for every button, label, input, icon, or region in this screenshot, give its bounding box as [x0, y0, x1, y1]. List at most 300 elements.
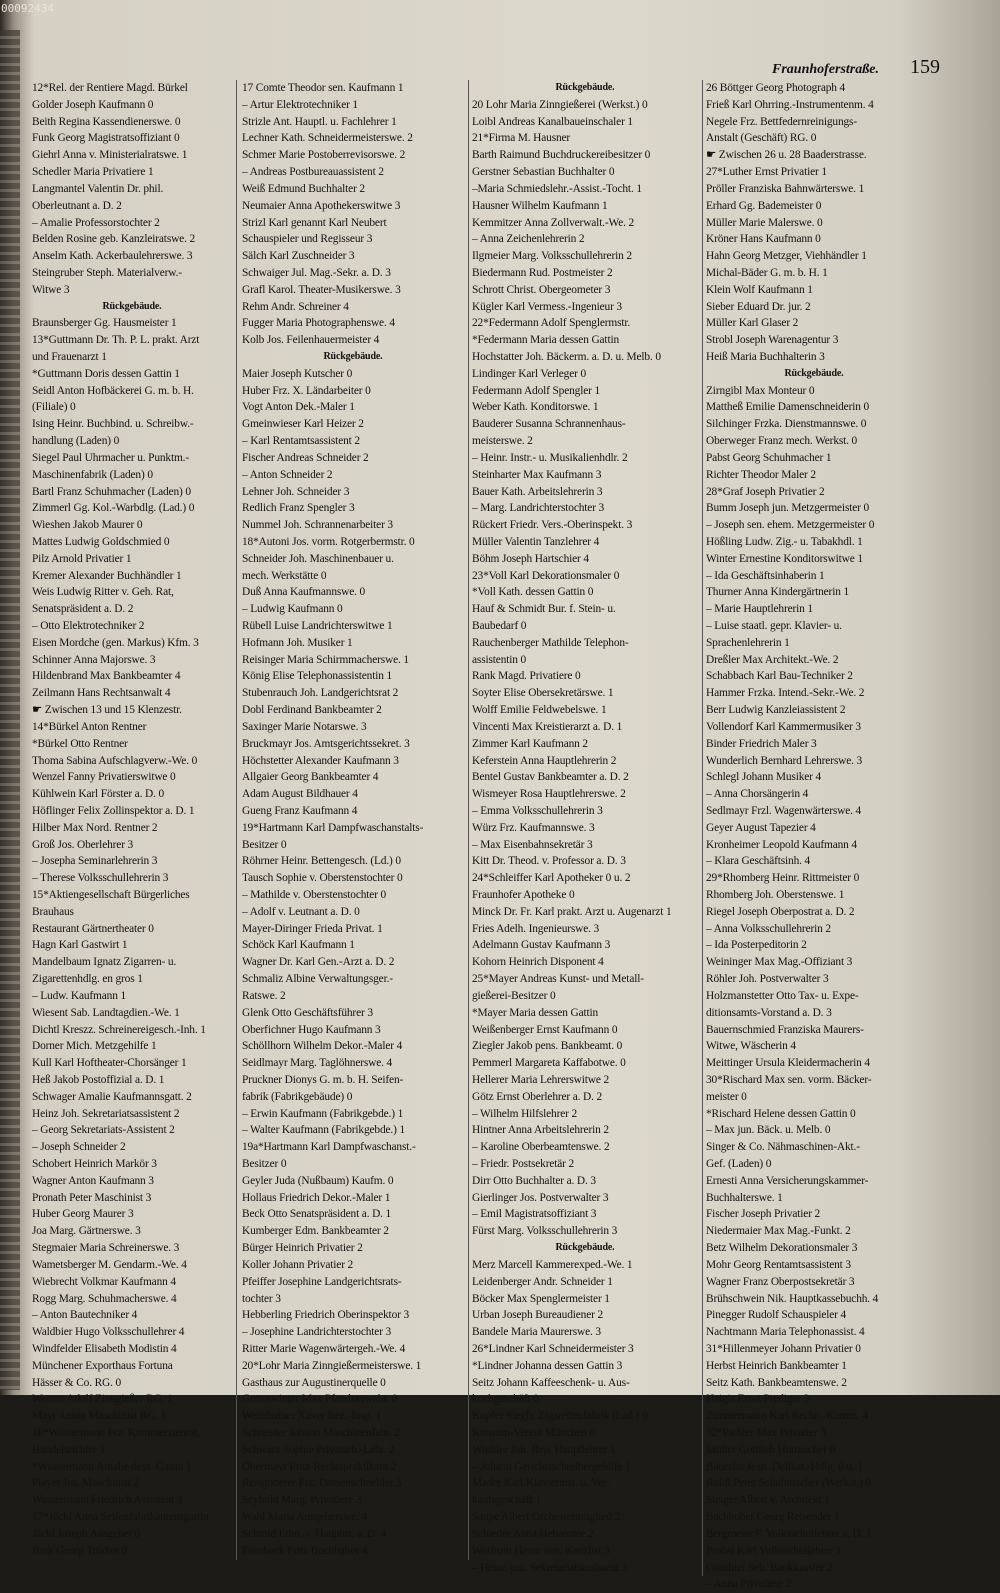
directory-entry: Fraunhofer Apotheke 0: [472, 889, 575, 901]
directory-entry: Mattes Ludwig Goldschmied 0: [32, 535, 170, 548]
directory-entry: – Mathilde v. Oberstenstochter 0: [242, 889, 387, 901]
directory-entry: Fischer Andreas Schneider 2: [242, 451, 369, 464]
directory-entry: Bauernschmied Franziska Maurers-: [706, 1023, 864, 1036]
directory-entry: Beck Otto Senatspräsident a. D. 1: [242, 1208, 392, 1221]
directory-entry: Kull Karl Hoftheater-Chorsänger 1: [32, 1057, 187, 1070]
directory-entry: Thoma Sabina Aufschlagverw.-We. 0: [32, 754, 198, 767]
directory-entry: –Maria Schmiedslehr.-Assist.-Tocht. 1: [472, 182, 642, 195]
directory-entry: Wagner Anton Kaufmann 3: [32, 1174, 154, 1187]
directory-entry: – Klara Geschäftsinh. 4: [706, 855, 811, 868]
directory-entry: Klein Wolf Kaufmann 1: [706, 283, 813, 296]
directory-entry: Vincenti Max Kreistierarzt a. D. 1: [472, 720, 623, 733]
directory-entry: Bäuerlin Jean. Delikat.-Hdlg. 0 u. 1: [706, 1460, 863, 1473]
directory-entry: Schmid Edm. v. Hauptm. a. D. 4: [242, 1527, 386, 1540]
directory-entry: 32*Pichler Max Privatier 3: [706, 1427, 826, 1439]
directory-entry: – Marie Hauptlehrerin 1: [706, 603, 813, 616]
directory-entry: *Bürkel Otto Rentner: [32, 737, 128, 750]
column-2: [242, 80, 469, 1560]
directory-entry: Erhard Gg. Bademeister 0: [706, 199, 822, 212]
directory-entry: Witwe, Wäscherin 4: [706, 1040, 796, 1053]
directory-entry: Schwager Amalie Kaufmannsgatt. 2: [32, 1090, 192, 1103]
directory-entry: *Voll Kath. dessen Gattin 0: [472, 586, 594, 599]
directory-entry: Geyer August Tapezier 4: [706, 821, 816, 834]
directory-entry: Mohr Georg Rentamtsassistent 3: [706, 1258, 851, 1271]
directory-entry: *Rischard Helene dessen Gattin 0: [706, 1107, 856, 1120]
directory-entry: Barth Raimund Buchdruckereibesitzer 0: [472, 149, 651, 162]
directory-entry: Adam August Bildhauer 4: [242, 788, 358, 801]
directory-entry: ☛ Zwischen 13 und 15 Klenzestr.: [32, 704, 182, 717]
directory-entry: *Wassermann Amalie dess. Gattin 1: [32, 1460, 192, 1473]
directory-entry: Kremer Alexander Buchhändler 1: [32, 569, 182, 582]
column-1: [32, 80, 237, 1560]
directory-entry: – Anton Schneider 2: [242, 468, 333, 481]
directory-entry: Höflinger Felix Zollinspektor a. D. 1: [32, 804, 195, 817]
directory-entry: Saxinger Marie Notarswe. 3: [242, 720, 367, 733]
directory-entry: Allgaier Georg Bankbeamter 4: [242, 771, 379, 784]
directory-entry: Zimmer Karl Kaufmann 2: [472, 737, 588, 750]
directory-entry: Oberfichner Hugo Kaufmann 3: [242, 1023, 381, 1036]
directory-entry: – Emil Magistratsoffiziant 3: [472, 1208, 597, 1221]
directory-entry: Schauspieler und Regisseur 3: [242, 233, 373, 246]
directory-entry: Kitt Dr. Theod. v. Professor a. D. 3: [472, 855, 626, 868]
directory-entry: – Ludwig Kaufmann 0: [242, 603, 343, 616]
directory-entry: Dichtl Kreszz. Schreinereigesch.-Inh. 1: [32, 1023, 206, 1036]
directory-entry: Dirr Otto Buchhalter a. D. 3: [472, 1174, 596, 1187]
directory-entry: – Heinr. Instr.- u. Musikalienhdlr. 2: [472, 451, 628, 464]
directory-entry: Böhm Joseph Hartschier 4: [472, 552, 589, 565]
directory-entry: Neumaier Anna Apothekerswitwe 3: [242, 199, 401, 212]
directory-entry: Maier Joseph Kutscher 0: [242, 367, 353, 380]
page-number: 159: [910, 56, 940, 78]
directory-entry: 13*Guttmann Dr. Th. P. L. prakt. Arzt: [32, 334, 200, 347]
directory-entry: – Anton Bautechniker 4: [32, 1309, 138, 1322]
directory-entry: 24*Schleiffer Karl Apotheker 0 u. 2: [472, 872, 631, 885]
directory-entry: Schöllhorn Wilhelm Dekor.-Maler 4: [242, 1040, 403, 1053]
directory-entry: Hauf & Schmidt Bur. f. Stein- u.: [472, 603, 616, 616]
directory-entry: – Joseph sen. ehem. Metzgermeister 0: [706, 519, 875, 532]
directory-entry: Huber Frz. X. Ländarbeiter 0: [242, 384, 371, 397]
directory-entry: Grafl Karol. Theater-Musikerswe. 3: [242, 283, 401, 296]
directory-entry: Oberweger Franz mech. Werkst. 0: [706, 435, 858, 448]
directory-entry: Schieder Anna Hebamme 2: [472, 1527, 594, 1540]
directory-entry: 12*Rel. der Rentiere Magd. Bürkel: [32, 82, 188, 94]
directory-entry: Schedler Maria Privatiere 1: [32, 166, 154, 179]
directory-entry: meisterswe. 2: [472, 435, 533, 448]
directory-entry: 14*Bürkel Anton Rentner: [32, 720, 147, 733]
directory-entry: *Lindner Johanna dessen Gattin 3: [472, 1359, 623, 1372]
directory-entry: – Georg Sekretariats-Assistent 2: [32, 1124, 175, 1137]
directory-entry: Würz Frz. Kaufmannswe. 3: [472, 821, 595, 834]
directory-entry: Lindinger Karl Verleger 0: [472, 367, 587, 380]
directory-entry: Weis Ludwig Ritter v. Geh. Rat,: [32, 586, 174, 599]
directory-entry: – Josepha Seminarlehrerin 3: [32, 855, 158, 868]
directory-entry: Richter Theodor Maler 2: [706, 468, 816, 481]
directory-entry: 19*Hartmann Karl Dampfwaschanstalts-: [242, 821, 424, 834]
directory-entry: Vogt Anton Dek.-Maler 1: [242, 401, 355, 414]
directory-entry: – Erwin Kaufmann (Fabrikgebde.) 1: [242, 1107, 404, 1120]
directory-entry: Konsum-Verein München 0: [472, 1427, 596, 1439]
directory-entry: Strizle Ant. Hauptl. u. Fachlehrer 1: [242, 115, 397, 128]
directory-entry: Seitz Johann Kaffeeschenk- u. Aus-: [472, 1376, 630, 1389]
directory-entry: Schabbach Karl Bau-Techniker 2: [706, 670, 853, 683]
directory-entry: Huber Georg Maurer 3: [32, 1208, 134, 1221]
directory-entry: Gueng Franz Kaufmann 4: [242, 804, 358, 817]
directory-entry: handlung (Laden) 0: [32, 435, 120, 448]
directory-entry: Esenbeck Fritz Buchhalter 4: [242, 1544, 368, 1557]
directory-entry: Gef. (Laden) 0: [706, 1158, 772, 1170]
directory-entry: Rogg Marg. Schuhmacherswe. 4: [32, 1292, 177, 1305]
directory-entry: Strizl Karl genannt Karl Neubert: [242, 216, 387, 229]
directory-entry: mech. Werkstätte 0: [242, 569, 327, 582]
directory-entry: 21*Firma M. Hausner: [472, 132, 571, 145]
directory-entry: Pinegger Rudolf Schauspieler 4: [706, 1309, 847, 1322]
directory-entry: Buchhalterswe. 1: [706, 1191, 783, 1204]
directory-entry: Eisen Mordche (gen. Markus) Kfm. 3: [32, 636, 199, 649]
directory-entry: Höchstetter Alexander Kaufmann 3: [242, 754, 399, 767]
directory-entry: 26 Böttger Georg Photograph 4: [706, 82, 846, 94]
directory-entry: Joa Marg. Gärtnerswe. 3: [32, 1225, 141, 1238]
directory-entry: Belden Rosine geb. Kanzleiratswe. 2: [32, 233, 196, 246]
directory-entry: 17 Comte Theodor sen. Kaufmann 1: [242, 82, 404, 94]
directory-entry: Bürger Heinrich Privatier 2: [242, 1242, 363, 1255]
directory-entry: – Otto Elektrotechniker 2: [32, 620, 145, 632]
directory-entry: Silchinger Frzka. Dienstmannswe. 0: [706, 418, 867, 431]
directory-entry: kaufsgeschäft 1: [472, 1494, 541, 1507]
directory-entry: Merz Marcell Kammerexped.-We. 1: [472, 1258, 633, 1271]
directory-entry: Bergmeier F. Volksschullehrer a. D. 1: [706, 1527, 872, 1540]
directory-entry: Götz Ernst Oberlehrer a. D. 2: [472, 1090, 603, 1103]
directory-entry: Gierlinger Jos. Postverwalter 3: [472, 1191, 609, 1204]
directory-entry: Restaurant Gärtnertheater 0: [32, 922, 154, 935]
directory-entry: Schwarz Sophie Privatarb.-Lehr. 2: [242, 1443, 395, 1456]
directory-entry: Dreßler Max Architekt.-We. 2: [706, 653, 839, 666]
directory-entry: Kemmitzer Anna Zollverwalt.-We. 2: [472, 216, 635, 229]
directory-entry: Soyter Elise Obersekretärswe. 1: [472, 687, 614, 700]
directory-entry: Maschinenfabrik (Laden) 0: [32, 468, 153, 481]
directory-entry: Pemmerl Margareta Kaffabotwe. 0: [472, 1057, 626, 1070]
directory-entry: Frieß Karl Ohrring.-Instrumentenm. 4: [706, 98, 874, 111]
directory-entry: Schobert Heinrich Markör 3: [32, 1158, 157, 1170]
directory-entry: – Josephine Landrichterstochter 3: [242, 1326, 392, 1339]
directory-entry: ☛ Zwischen 26 u. 28 Baaderstrasse.: [706, 149, 867, 162]
directory-entry: Reisgotterer Frz. Damenschneider 3: [242, 1477, 402, 1490]
directory-entry: Mayer-Diringer Frieda Privat. 1: [242, 922, 383, 935]
directory-entry: meister 0: [706, 1090, 747, 1103]
directory-entry: – Marg. Landrichterstochter 3: [472, 502, 605, 515]
directory-entry: Hofmann Joh. Musiker 1: [242, 636, 353, 649]
directory-entry: Bartl Franz Schuhmacher (Laden) 0: [32, 485, 191, 498]
directory-entry: Langmantel Valentin Dr. phil.: [32, 182, 164, 195]
directory-entry: Senatspräsident a. D. 2: [32, 603, 134, 616]
directory-entry: – Walter Kaufmann (Fabrikgebde.) 1: [242, 1124, 405, 1137]
directory-entry: Röhrner Heinr. Bettengesch. (Ld.) 0: [242, 855, 401, 868]
directory-entry: 30*Rischard Max sen. vorm. Bäcker-: [706, 1073, 872, 1086]
directory-entry: Kolb Jos. Feilenhauermeister 4: [242, 334, 380, 347]
directory-entry: Seidlmayr Marg. Taglöhnerswe. 4: [242, 1057, 393, 1070]
directory-entry: Strobl Joseph Warenagentur 3: [706, 334, 839, 347]
directory-entry: kochgeschäft 0: [472, 1393, 539, 1406]
section-heading: Rückgebäude.: [555, 82, 615, 93]
directory-entry: Duß Anna Kaufmannswe. 0: [242, 586, 366, 599]
section-heading: Rückgebäude.: [784, 367, 844, 379]
directory-entry: Zigarettenhdlg. en gros 1: [32, 973, 143, 986]
directory-entry: Rhomberg Joh. Oberstenswe. 1: [706, 889, 845, 901]
directory-entry: 26*Lindner Karl Schneidermeister 3: [472, 1342, 634, 1355]
directory-entry: Mattheß Emilie Damenschneiderin 0: [706, 401, 870, 414]
directory-entry: Ising Heinr. Buchbind. u. Schreibw.-: [32, 418, 194, 431]
directory-entry: Obermayr Fritz Rechtspraktikant 2: [242, 1460, 397, 1473]
directory-entry: Hochstatter Joh. Bäckerm. a. D. u. Melb. 0: [472, 351, 661, 363]
directory-entry: Adelmann Gustav Kaufmann 3: [472, 939, 611, 952]
directory-entry: Rank Magd. Privatiere 0: [472, 670, 581, 683]
directory-entry: Fürst Marg. Volksschullehrerin 3: [472, 1225, 618, 1238]
directory-entry: Hollaus Friedrich Dekor.-Maler 1: [242, 1191, 391, 1204]
directory-entry: Besitzer 0: [242, 1158, 287, 1170]
section-heading: Rückgebäude.: [555, 1242, 615, 1254]
directory-entry: Pfeiffer Josephine Landgerichtsrats-: [242, 1275, 402, 1288]
directory-entry: Baubedarf 0: [472, 620, 527, 632]
directory-entry: Probst Karl Volksschullehrer 1: [706, 1544, 842, 1557]
directory-entry: Weißenberger Ernst Kaufmann 0: [472, 1023, 618, 1036]
directory-entry: Player Jos. Maschinist 2: [32, 1477, 140, 1490]
directory-entry: Heiß Maria Buchhalterin 3: [706, 351, 825, 363]
directory-entry: Wolff Emilie Feldwebelswe. 1: [472, 704, 607, 717]
directory-entry: Redlich Franz Spengler 3: [242, 502, 355, 515]
directory-entry: Kügler Karl Vermess.-Ingenieur 3: [472, 300, 622, 313]
directory-entry: 17*Jöckl Anna Seifenfabrikantensgattin: [32, 1511, 209, 1524]
directory-entry: – Emma Volksschullehrerin 3: [472, 804, 603, 817]
directory-entry: Betz Wilhelm Dekorationsmaler 3: [706, 1242, 858, 1255]
directory-entry: Seidl Anton Hofbäckerei G. m. b. H.: [32, 384, 194, 397]
directory-entry: Bink Georg Trödler 0: [32, 1544, 128, 1557]
directory-entry: Holzmanstetter Otto Tax- u. Expe-: [706, 989, 859, 1002]
directory-entry: Hößling Ludw. Zig.- u. Tabakhdl. 1: [706, 535, 863, 548]
directory-entry: Ziegler Jakob pens. Bankbeamt. 0: [472, 1040, 623, 1053]
directory-entry: – Johann Gerichtsschreibergehilfe 1: [472, 1460, 631, 1473]
directory-entry: Wenzel Fanny Privatierswitwe 0: [32, 771, 176, 784]
directory-entry: Hausner Wilhelm Kaufmann 1: [472, 199, 608, 212]
directory-entry: – Anna Privatiere 2: [706, 1578, 792, 1591]
directory-entry: Zimmerl Gg. Kol.-Warbdlg. (Lad.) 0: [32, 502, 195, 515]
directory-entry: – Joseph Schneider 2: [32, 1141, 126, 1154]
directory-entry: – Max Eisenbahnsekretär 3: [472, 838, 593, 851]
directory-entry: Oberleutnant a. D. 2: [32, 199, 122, 212]
directory-entry: Biedermann Rud. Postmeister 2: [472, 266, 613, 279]
directory-entry: Reisinger Maria Schirmmacherswe. 1: [242, 653, 409, 666]
directory-entry: Müller Gottlieb Hutmacher 0: [706, 1443, 836, 1456]
directory-entry: 27*Luther Ernst Privatier 1: [706, 166, 827, 179]
directory-entry: Roidl Peter Schuhmacher (Werkst.) 0: [706, 1477, 871, 1490]
directory-entry: Waldbier Hugo Volksschullehrer 4: [32, 1326, 185, 1339]
directory-entry: Kronheimer Leopold Kaufmann 4: [706, 838, 857, 851]
directory-entry: Lechner Kath. Schneidermeisterswe. 2: [242, 132, 413, 145]
directory-entry: 20*Lohr Maria Zinngießermeisterswe. 1: [242, 1359, 422, 1372]
section-heading: Rückgebäude.: [323, 351, 383, 362]
directory-entry: Binder Friedrich Maler 3: [706, 737, 817, 750]
directory-entry: – Anna Chorsängerin 4: [706, 788, 809, 801]
directory-entry: Tausch Sophie v. Oberstenstochter 0: [242, 872, 403, 885]
directory-entry: Bruckmayr Jos. Amtsgerichtssekret. 3: [242, 737, 410, 750]
directory-entry: Weiß Edmund Buchhalter 2: [242, 182, 365, 195]
directory-entry: fabrik (Fabrikgebäude) 0: [242, 1090, 353, 1103]
directory-entry: Heinz Joh. Sekretariatsassistent 2: [32, 1107, 180, 1120]
directory-entry: Wunderlich Bernhard Lehrerswe. 3: [706, 754, 863, 767]
directory-entry: Ernesti Anna Versicherungskammer-: [706, 1174, 869, 1187]
directory-entry: 19a*Hartmann Karl Dampfwaschanst.-: [242, 1141, 416, 1154]
directory-entry: – Amalie Professorstochter 2: [32, 216, 160, 229]
directory-entry: Mader Karl Klaviermst. u. Ver-: [472, 1477, 611, 1490]
directory-entry: Kühlwein Karl Förster a. D. 0: [32, 788, 164, 801]
directory-entry: Wismeyer Rosa Hauptlehrerswe. 2: [472, 788, 626, 801]
directory-entry: tochter 3: [242, 1292, 281, 1305]
directory-entry: Nummel Joh. Schrannenarbeiter 3: [242, 519, 393, 532]
directory-entry: Bumm Joseph jun. Metzgermeister 0: [706, 502, 870, 515]
directory-entry: Schmer Marie Postoberrevisorswe. 2: [242, 149, 406, 162]
directory-entry: Sieber Eduard Dr. jur. 2: [706, 300, 811, 313]
directory-entry: Vollendorf Karl Kammermusiker 3: [706, 720, 861, 733]
directory-entry: Handelsrichter 1: [32, 1443, 106, 1456]
directory-entry: Pruckner Dionys G. m. b. H. Seifen-: [242, 1073, 404, 1086]
directory-entry: – Anna Zeichenlehrerin 2: [472, 233, 585, 246]
directory-entry: Werner Adolf Zinngießer RG. 1: [32, 1393, 173, 1406]
directory-entry: Weinfurtner Xaver Bez.-Insp. 1: [242, 1410, 382, 1423]
directory-entry: Wiebrecht Volkmar Kaufmann 4: [32, 1275, 176, 1288]
directory-entry: Zeilmann Hans Rechtsanwalt 4: [32, 687, 171, 700]
column-3: [472, 80, 703, 1576]
directory-entry: Zimmermann Karl Rechn.-Komm. 4: [706, 1410, 869, 1423]
directory-entry: Urban Joseph Bureaudiener 2: [472, 1309, 604, 1322]
directory-entry: Besitzer 0: [242, 838, 287, 851]
directory-entry: Witwe 3: [32, 283, 70, 296]
directory-entry: Winkler Joh. Rep. Hauptlehrer 1: [472, 1443, 616, 1456]
directory-entry: Braunsberger Gg. Hausmeister 1: [32, 317, 177, 330]
directory-entry: Sedlmayr Frzl. Wagenwärterswe. 4: [706, 804, 862, 817]
directory-entry: Pronath Peter Maschinist 3: [32, 1191, 152, 1204]
directory-entry: Winter Ernestine Konditorswitwe 1: [706, 552, 863, 565]
directory-entry: Golder Joseph Kaufmann 0: [32, 98, 154, 111]
directory-entry: Negele Frz. Bettfedernreinigungs-: [706, 115, 857, 128]
directory-entry: Meittinger Ursula Kleidermacherin 4: [706, 1057, 870, 1070]
directory-entry: Wiesent Sab. Landtagdien.-We. 1: [32, 1006, 180, 1019]
directory-entry: 18*Autoni Jos. vorm. Rotgerbermstr. 0: [242, 535, 415, 548]
directory-entry: Giehrl Anna v. Ministerialratswe. 1: [32, 149, 188, 162]
directory-entry: Berr Ludwig Kanzleiassistent 2: [706, 704, 846, 717]
directory-entry: Steinharter Max Kaufmann 3: [472, 468, 602, 481]
directory-entry: Gasthaus zur Augustinerquelle 0: [242, 1376, 386, 1389]
directory-entry: Gerstner Sebastian Buchhalter 0: [472, 166, 615, 179]
directory-entry: – Heinr. jun. Sekretariatsassistent 3: [472, 1561, 628, 1574]
directory-entry: Weininger Max Mag.-Offiziant 3: [706, 956, 853, 969]
directory-entry: – Luise staatl. gepr. Klavier- u.: [706, 620, 842, 632]
directory-entry: Koller Johann Privatier 2: [242, 1258, 354, 1271]
directory-entry: Riegel Joseph Oberpostrat a. D. 2: [706, 905, 855, 918]
section-heading: Rückgebäude.: [102, 300, 162, 312]
directory-entry: – Andreas Postbureauassistent 2: [242, 166, 384, 179]
directory-entry: *Federmann Maria dessen Gattin: [472, 334, 620, 347]
directory-entry: Niedermaier Max Mag.-Funkt. 2: [706, 1225, 851, 1238]
directory-entry: Brühschwein Nik. Hauptkassebuchh. 4: [706, 1292, 879, 1305]
directory-entry: – Karoline Oberbeamtenswe. 2: [472, 1141, 610, 1154]
directory-entry: Steingruber Steph. Materialverw.-: [32, 266, 182, 279]
directory-entry: Hagn Karl Gastwirt 1: [32, 939, 128, 952]
directory-entry: Windfelder Elisabeth Modistin 4: [32, 1342, 177, 1355]
directory-entry: 15*Aktiengesellschaft Bürgerliches: [32, 889, 190, 901]
street-heading: Fraunhoferstraße.: [772, 62, 879, 77]
directory-entry: Fugger Maria Photographenswe. 4: [242, 317, 395, 330]
directory-entry: Gouthier Seb. Bankkassier 2: [706, 1561, 833, 1574]
directory-entry: Nachtmann Maria Telephonassist. 4: [706, 1326, 865, 1339]
directory-entry: Dobl Ferdinand Bankbeamter 2: [242, 704, 382, 717]
directory-entry: Minck Dr. Fr. Karl prakt. Arzt u. Augenarzt 1: [472, 905, 672, 918]
directory-entry: Müller Karl Glaser 2: [706, 317, 799, 330]
directory-entry: Seitz Kath. Bankbeamtenswe. 2: [706, 1376, 847, 1389]
directory-entry: Rauchenberger Mathilde Telephon-: [472, 636, 629, 649]
directory-entry: Rübell Luise Landrichterswitwe 1: [242, 620, 393, 632]
binding-margin: [0, 30, 20, 1390]
directory-entry: Sälch Karl Zuschneider 3: [242, 250, 355, 263]
directory-entry: 22*Federmann Adolf Spenglermstr.: [472, 317, 631, 330]
directory-entry: Zirngibl Max Monteur 0: [706, 384, 815, 397]
directory-entry: Stubenrauch Joh. Landgerichtsrat 2: [242, 687, 399, 700]
directory-entry: Wagner Dr. Karl Gen.-Arzt a. D. 2: [242, 956, 395, 969]
directory-entry: Hässer & Co. RG. 0: [32, 1376, 122, 1389]
directory-entry: assistentin 0: [472, 653, 527, 666]
directory-entry: Hilber Max Nord. Rentner 2: [32, 821, 158, 834]
directory-entry: Schrott Christ. Obergeometer 3: [472, 283, 611, 296]
directory-entry: Jäckl Joseph Ausgeher 0: [32, 1527, 141, 1540]
directory-entry: *Mayer Maria dessen Gattin: [472, 1006, 599, 1019]
directory-entry: – Karl Rentamtsassistent 2: [242, 435, 360, 448]
directory-entry: Gmeinwieser Karl Heizer 2: [242, 418, 364, 431]
directory-entry: Hildenbrand Max Bankbeamter 4: [32, 670, 181, 683]
directory-entry: Federmann Adolf Spengler 1: [472, 384, 601, 397]
directory-entry: Kumberger Edm. Bankbeamter 2: [242, 1225, 389, 1238]
directory-entry: Röhler Joh. Postverwalter 3: [706, 973, 829, 986]
directory-entry: – Friedr. Postsekretär 2: [472, 1158, 575, 1170]
scan-id: 00092434: [1, 2, 54, 15]
directory-entry: Hellerer Maria Lehrerswitwe 2: [472, 1073, 610, 1086]
directory-entry: Kohorn Heinrich Disponent 4: [472, 956, 604, 969]
directory-entry: 29*Rhomberg Heinr. Rittmeister 0: [706, 872, 860, 885]
directory-entry: Schinner Anna Majorswe. 3: [32, 653, 156, 666]
directory-entry: Münchener Exporthaus Fortuna: [32, 1359, 173, 1372]
directory-entry: (Filiale) 0: [32, 401, 76, 414]
directory-entry: 16*Wassermann Frz. Kommerzienrat,: [32, 1427, 201, 1439]
directory-entry: Hebberling Friedrich Oberinspektor 3: [242, 1309, 409, 1322]
directory-entry: Keferstein Anna Hauptlehrerin 2: [472, 754, 617, 767]
directory-entry: Anstalt (Geschäft) RG. 0: [706, 132, 817, 145]
directory-entry: Wassermann Friedrich Assistent 3: [32, 1494, 183, 1507]
directory-entry: Müller Valentin Tanzlehrer 4: [472, 535, 600, 548]
directory-entry: Mayr Anton Maschinist RG. 1: [32, 1410, 167, 1423]
directory-entry: Weber Kath. Konditorswe. 1: [472, 401, 599, 414]
directory-entry: – Anna Volksschullehrerin 2: [706, 922, 831, 935]
directory-entry: Schmaliz Albine Verwaltungsger.-: [242, 973, 393, 986]
directory-entry: Böcker Max Spenglermeister 1: [472, 1292, 610, 1305]
directory-entry: Hintner Anna Arbeitslehrerin 2: [472, 1124, 609, 1137]
directory-entry: Ilgmeier Marg. Volksschullehrerin 2: [472, 250, 632, 263]
directory-entry: – Ludw. Kaufmann 1: [32, 989, 126, 1002]
directory-entry: Wametsberger M. Gendarm.-We. 4: [32, 1258, 187, 1271]
directory-entry: Hahn Georg Metzger, Viehhändler 1: [706, 250, 867, 263]
directory-entry: Groß Jos. Oberlehrer 3: [32, 838, 134, 851]
directory-entry: 20 Lohr Maria Zinngießerei (Werkst.) 0: [472, 98, 648, 111]
directory-entry: Anselm Kath. Ackerbaulehrerswe. 3: [32, 250, 193, 263]
directory-entry: 31*Hillenmeyer Johann Privatier 0: [706, 1342, 861, 1355]
directory-entry: Schneider Joh. Maschinenbauer u.: [242, 552, 394, 565]
directory-entry: Siegel Paul Uhrmacher u. Punktm.-: [32, 451, 190, 464]
directory-entry: ditionsamts-Vorstand a. D. 3: [706, 1006, 832, 1019]
